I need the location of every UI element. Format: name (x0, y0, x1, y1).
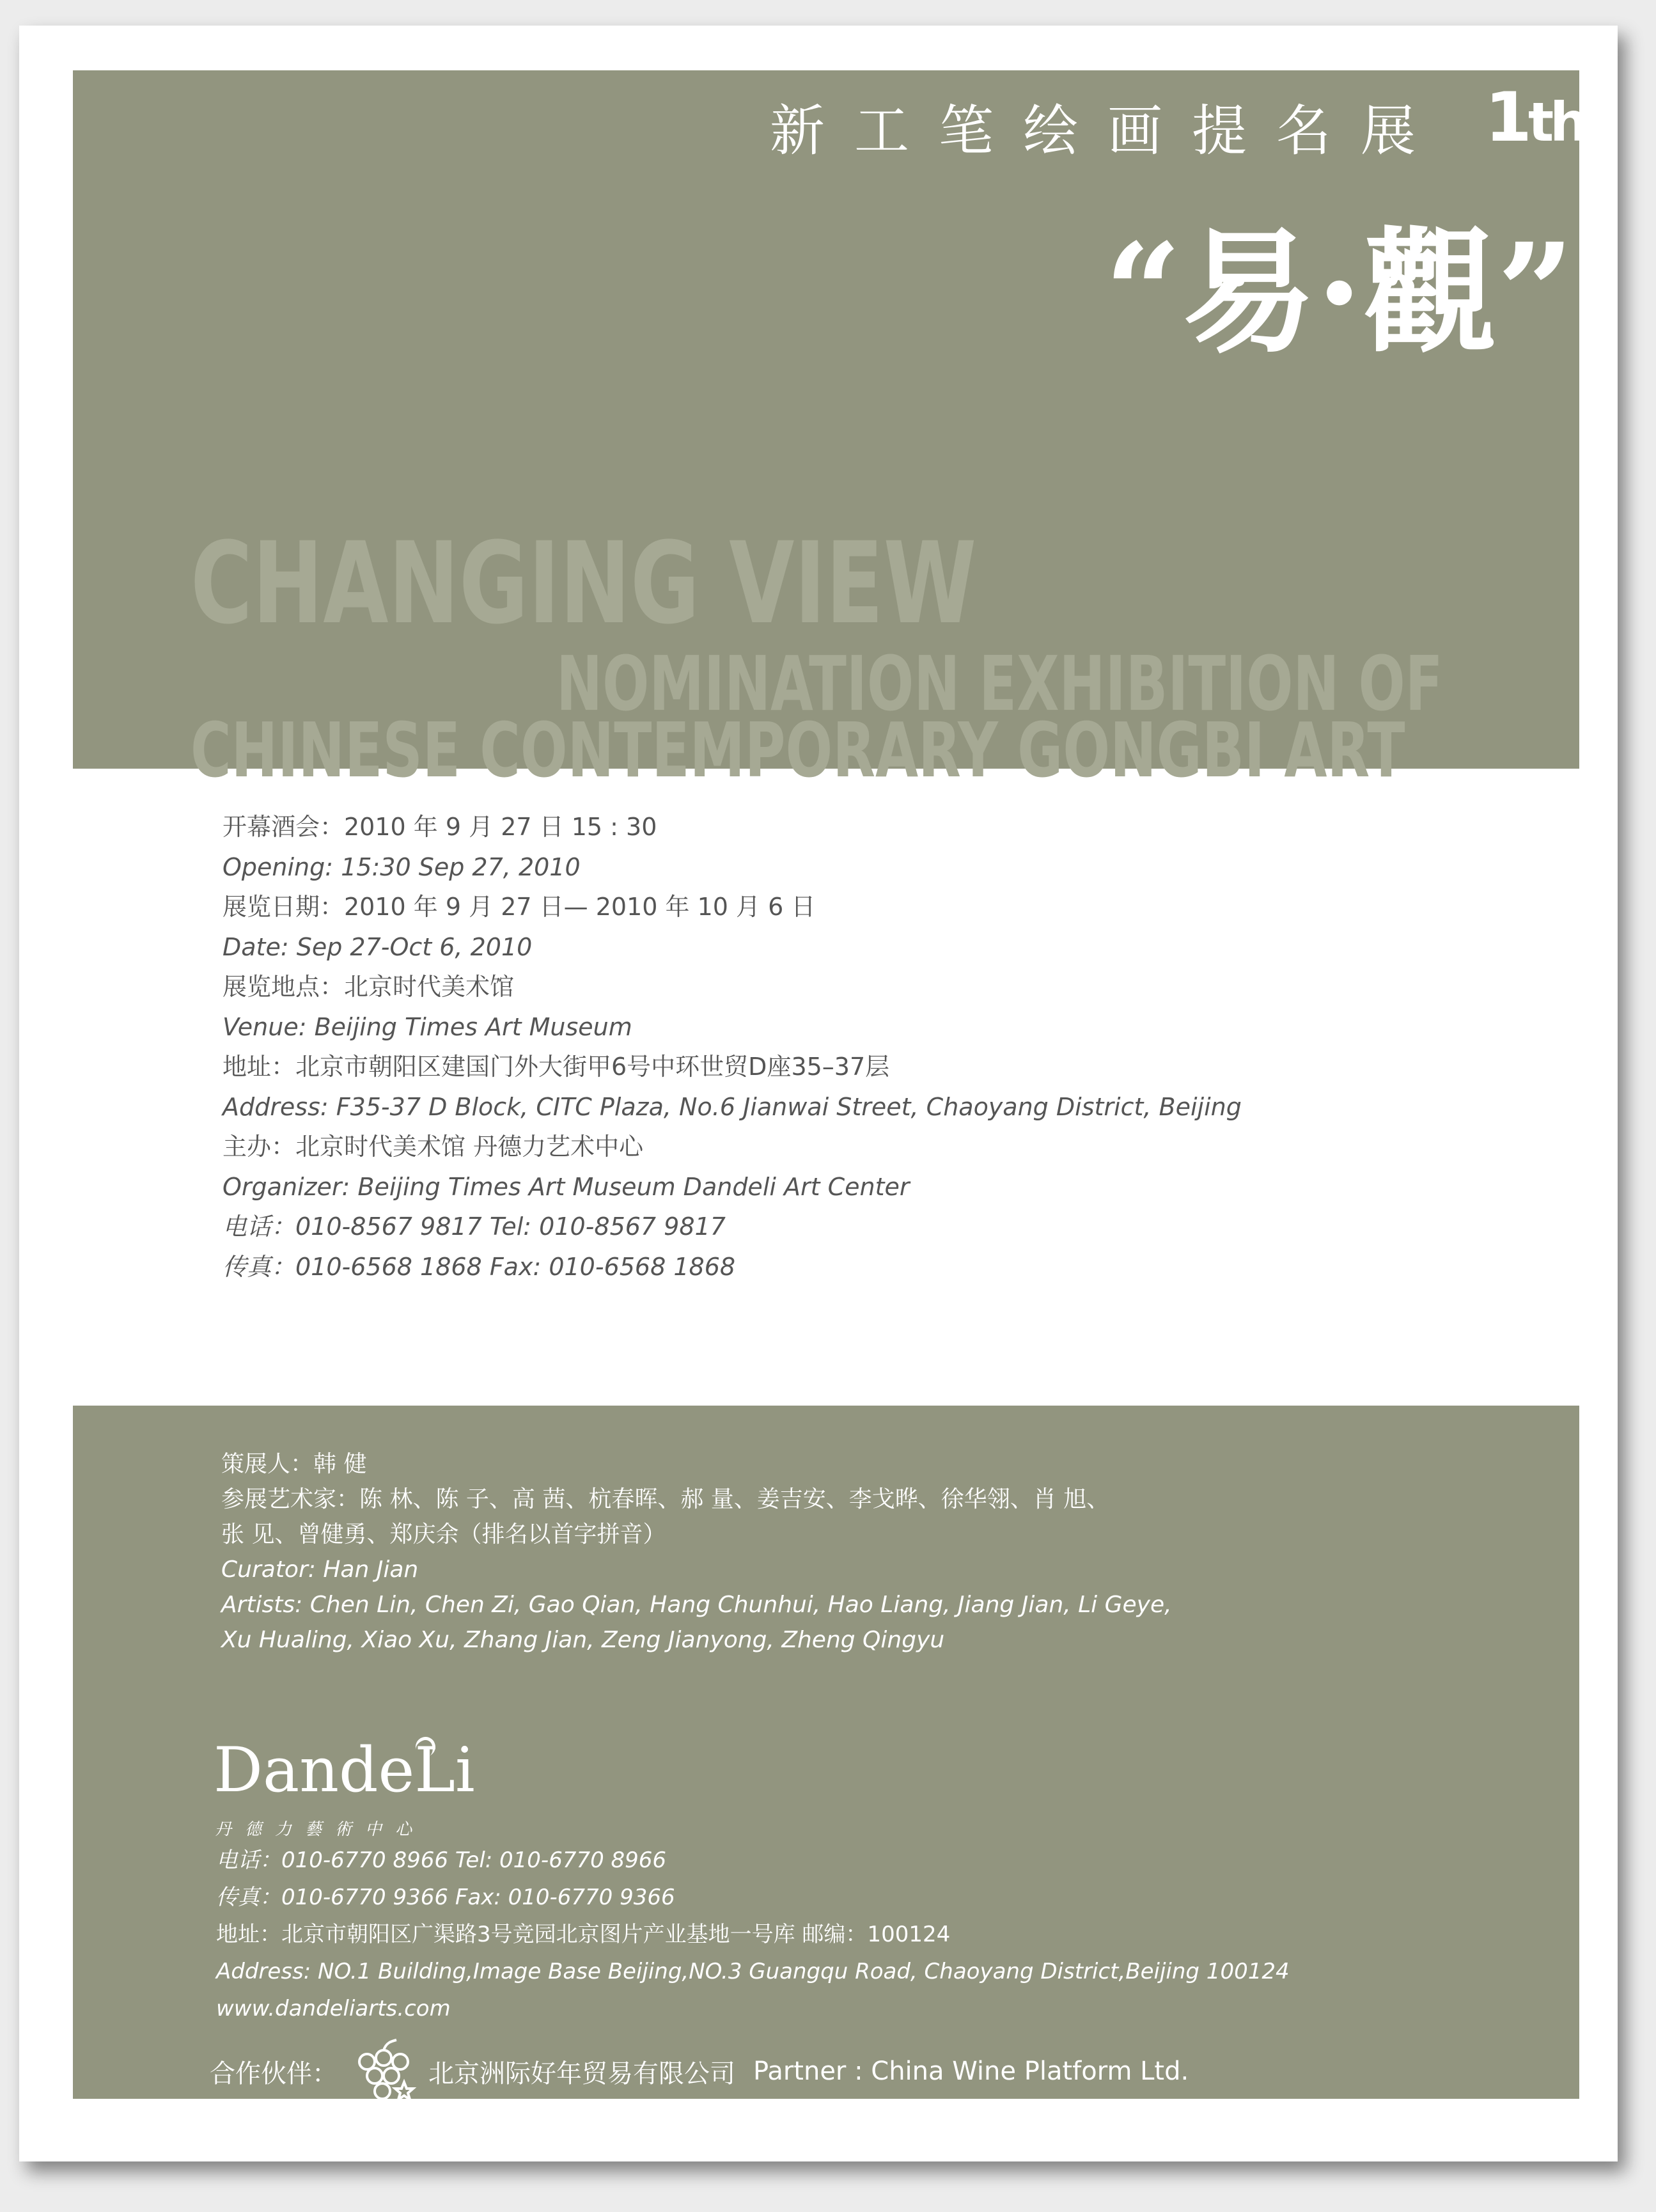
contact-address-cn: 地址：北京市朝阳区广渠路3号竞园北京图片产业基地一号库 邮编：100124 (216, 1922, 951, 1947)
venue-cn: 展览地点：北京时代美术馆 (223, 973, 515, 1001)
contact-fax: 传真：010-6770 9366 Fax: 010-6770 9366 (216, 1885, 675, 1910)
english-subtitle-line-2: CHINESE CONTEMPORARY GONGBI ART (191, 706, 1405, 794)
venue-en: Venue: Beijing Times Art Museum (223, 1012, 632, 1041)
english-subtitle-line-1: NOMINATION EXHIBITION OF (556, 639, 1443, 728)
partner-name-en: Partner : China Wine Platform Ltd. (753, 2057, 1189, 2086)
address-cn: 地址：北京市朝阳区建国门外大街甲6号中环世贸D座35–37层 (223, 1053, 890, 1081)
telephone: 电话：010-8567 9817 Tel: 010-8567 9817 (223, 1212, 726, 1241)
english-title-main: CHANGING VIEW (191, 518, 977, 649)
contact-info (216, 1842, 1290, 2027)
curator-en: Curator: Han Jian (221, 1557, 419, 1583)
dandeli-logo: DandeLi (214, 1734, 475, 1806)
organizer-en: Organizer: Beijing Times Art Museum Dandeli Art Center (223, 1172, 910, 1201)
grape-logo-icon (349, 2036, 419, 2106)
partner-label: 合作伙伴： (210, 2059, 338, 2089)
exhibition-name: “易·觀” (1104, 214, 1574, 372)
organizer-cn: 主办：北京时代美术馆 丹德力艺术中心 (223, 1133, 644, 1161)
logo-tagline: 丹德力藝術中心 (215, 1820, 426, 1839)
credits (221, 1447, 1172, 1658)
artists-cn-line-1: 参展艺术家：陈 林、陈 子、高 茜、杭春晖、郝 量、姜吉安、李戈晔、徐华翎、肖 旭、 (221, 1486, 1110, 1512)
fax: 传真：010-6568 1868 Fax: 010-6568 1868 (223, 1252, 736, 1281)
website-link[interactable]: www.dandeliarts.com (216, 1996, 451, 2021)
opening-cn: 开幕酒会：2010 年 9 月 27 日 15 : 30 (223, 813, 657, 841)
contact-address-en: Address: NO.1 Building,Image Base Beijing,NO.3 Guangqu Road, Chaoyang District,Beijing 100124 (216, 1959, 1290, 1984)
partner-name-cn: 北京洲际好年贸易有限公司 (428, 2059, 735, 2089)
artists-en-line-1: Artists: Chen Lin, Chen Zi, Gao Qian, Hang Chunhui, Hao Liang, Jiang Jian, Li Geye, (221, 1592, 1172, 1618)
edition-digit: 1 (1485, 78, 1529, 157)
partner (210, 2043, 1189, 2100)
series-title: 新工笔绘画提名展 (770, 99, 1445, 163)
contact-phone: 电话：010-6770 8966 Tel: 010-6770 8966 (216, 1847, 667, 1873)
edition-suffix: th (1528, 91, 1584, 153)
artists-en-line-2: Xu Hualing, Xiao Xu, Zhang Jian, Zeng Jianyong, Zheng Qingyu (221, 1627, 945, 1653)
curator-cn: 策展人：韩 健 (221, 1451, 367, 1477)
opening-en: Opening: 15:30 Sep 27, 2010 (223, 852, 581, 881)
edition-number (1485, 78, 1584, 157)
address-en: Address: F35-37 D Block, CITC Plaza, No.6 Jianwai Street, Chaoyang District, Beijing (223, 1092, 1242, 1121)
artists-cn-line-2: 张 见、曾健勇、郑庆余（排名以首字拼音） (221, 1521, 666, 1548)
dates-cn: 展览日期：2010 年 9 月 27 日— 2010 年 10 月 6 日 (223, 893, 816, 921)
exhibition-info (223, 807, 1242, 1287)
dates-en: Date: Sep 27-Oct 6, 2010 (223, 932, 533, 961)
poster (19, 26, 1618, 2161)
